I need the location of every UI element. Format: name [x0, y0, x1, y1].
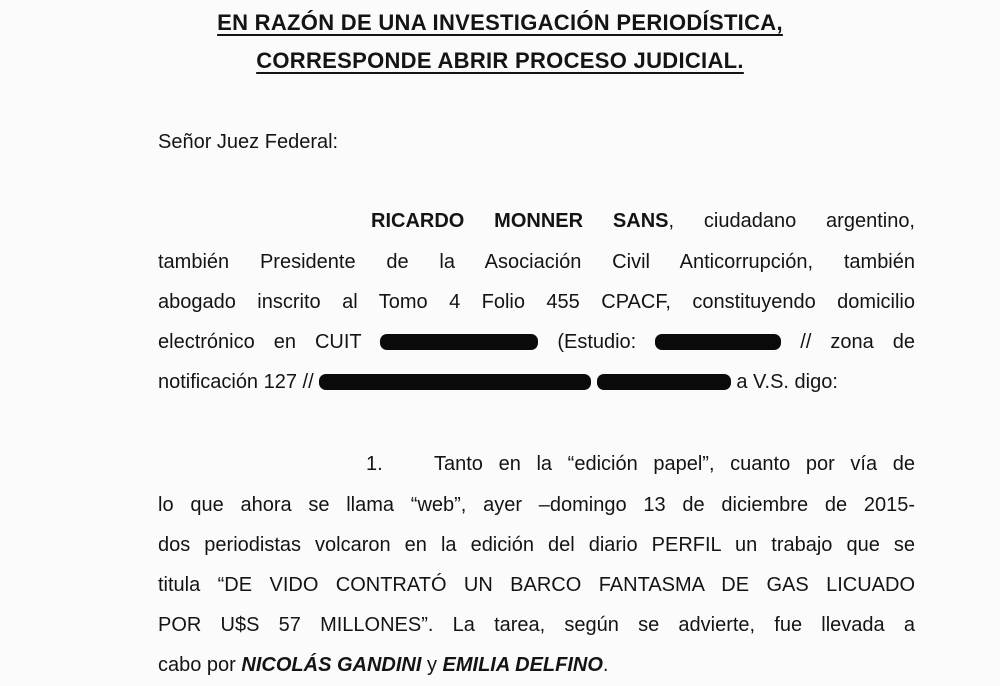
paragraph-1-line-3: dos periodistas volcaron en la edición del diario PERFIL un trabajo que se [158, 534, 915, 556]
paragraph-1-line-5: POR U$S 57 MILLONES”. La tarea, según se advierte, fue llevada a [158, 614, 915, 636]
journalist-2: EMILIA DELFINO [442, 654, 603, 676]
paragraph-number: 1. [366, 453, 383, 475]
intro-line-1 [371, 209, 915, 233]
intro-line-5-b: a V.S. digo: [736, 371, 838, 393]
author-name: RICARDO MONNER SANS [371, 210, 669, 232]
paragraph-1-line-1: Tanto en la “edición papel”, cuanto por vía de [434, 453, 915, 475]
paragraph-1-line-6-y: y [426, 654, 437, 676]
paragraph-1-line-4: titula “DE VIDO CONTRATÓ UN BARCO FANTASMA DE GAS LICUADO [158, 574, 915, 596]
document-title-line-1: EN RAZÓN DE UNA INVESTIGACIÓN PERIODÍSTICA, [217, 10, 783, 35]
redacted-phone [655, 334, 781, 350]
intro-line-5-a: notificación 127 // [158, 371, 314, 393]
document-title-line-2: CORRESPONDE ABRIR PROCESO JUDICIAL. [256, 48, 744, 73]
intro-line-5 [158, 370, 915, 394]
paragraph-1-line-2: lo que ahora se llama “web”, ayer –domingo 13 de diciembre de 2015- [158, 494, 915, 516]
redacted-number [597, 374, 731, 390]
intro-line-4-a: electrónico en CUIT [158, 331, 362, 353]
paragraph-1-line-6-a: cabo por [158, 654, 236, 676]
intro-line-4 [158, 330, 915, 354]
redacted-email-link[interactable] [319, 374, 591, 390]
intro-line-3: abogado inscrito al Tomo 4 Folio 455 CPACF, constituyendo domicilio [158, 291, 915, 313]
journalist-1: NICOLÁS GANDINI [241, 654, 422, 676]
paragraph-1-line-6-end: . [602, 654, 609, 676]
intro-line-2: también Presidente de la Asociación Civil Anticorrupción, también [158, 251, 915, 273]
redacted-cuit [380, 334, 538, 350]
paragraph-1-line-6 [158, 653, 915, 677]
intro-line-4-b: (Estudio: [557, 331, 637, 353]
intro-line-1-rest: , ciudadano argentino, [668, 210, 915, 232]
intro-line-4-c: // zona de [800, 331, 916, 353]
salutation: Señor Juez Federal: [158, 131, 339, 153]
